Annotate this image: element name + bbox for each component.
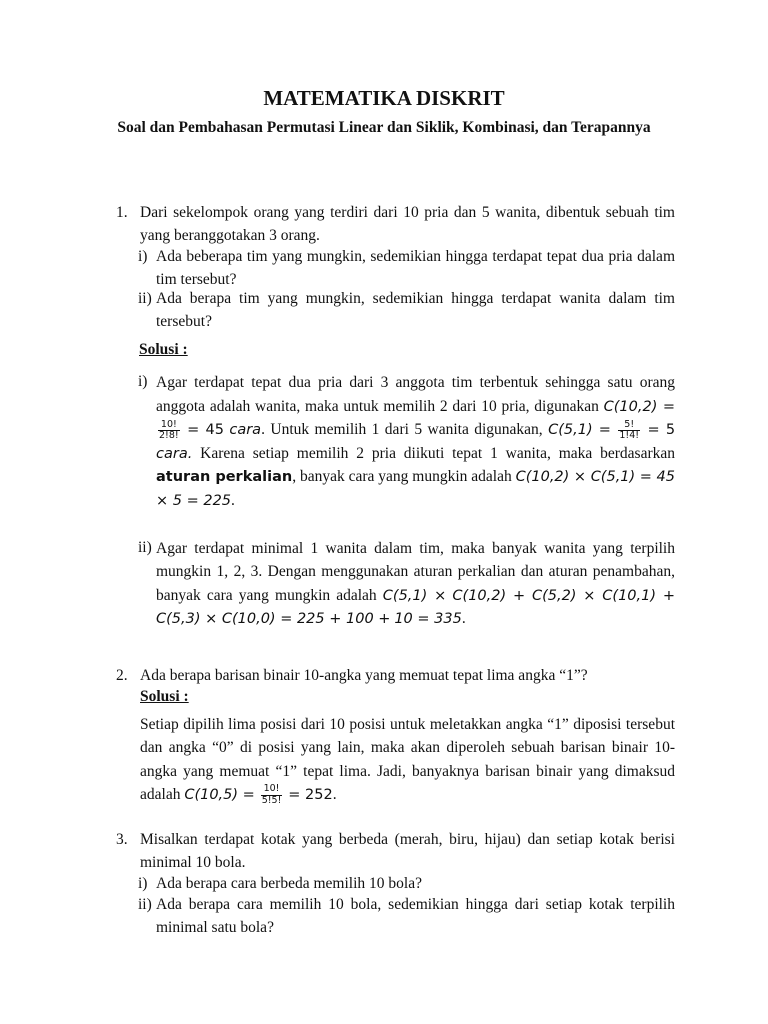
formula-c-5-1: C(5,1) = — [548, 422, 611, 439]
solution-1-ii-text: Agar terdapat minimal 1 wanita dalam tim, maka banyak wanita yang terpilih mungkin 1, 2, 3. Dengan menggunakan aturan perkalian dan aturan penambahan, banyak cara yang mungkin adalah C(5,1) × C(10,2) + C(5,2) × C(10,1) + C(5,3) × C(10,0) = 225 + 100 + 10 = 335. — [156, 540, 676, 628]
problem-3-sub-i-label: i) — [138, 875, 148, 892]
formula-result-252: = 252 — [288, 786, 333, 803]
solution-1-i-intro: Agar terdapat tepat dua pria dari 3 anggota tim terbentuk sehingga satu orang anggota adalah wanita, maka untuk memilih 2 dari 10 pria, digunakan — [156, 374, 675, 415]
formula-product-225: C(10,2) × C(5,1) = 45 × 5 = 225 — [156, 469, 676, 509]
document-title: MATEMATIKA DISKRIT — [263, 86, 505, 110]
problem-3-sub-ii-label: ii) — [138, 896, 152, 913]
problem-1-solution-label: Solusi : — [139, 341, 188, 358]
fraction-10-over-2-8: $\frac{10!}{2!8!}$ — [159, 418, 179, 442]
problem-1-sub-ii-text: Ada berapa tim yang mungkin, sedemikian hingga terdapat wanita dalam tim tersebut? — [156, 290, 675, 330]
formula-c-10-2: C(10,2) = — [603, 398, 676, 415]
solution-1-ii-intro: Agar terdapat minimal 1 wanita dalam tim, maka banyak wanita yang terpilih mungkin 1, 2, 3. Dengan menggunakan aturan perkalian dan aturan penambahan, banyak cara yang mungkin adalah — [156, 540, 675, 604]
problem-3-sub-ii-text: Ada berapa cara memilih 10 bola, sedemikian hingga dari setiap kotak terpilih minimal satu bola? — [156, 896, 675, 936]
problem-3-number: 3. — [116, 831, 128, 848]
problem-3-sub-i-text: Ada berapa cara berbeda memilih 10 bola? — [156, 875, 422, 892]
formula-unit-cara-2: cara. — [156, 445, 193, 462]
formula-sum-part-1: C(5,1) × — [382, 587, 447, 604]
problem-3-text: Misalkan terdapat kotak yang berbeda (merah, biru, hijau) dan setiap kotak berisi minimal 10 bola. — [140, 831, 675, 871]
solution-2-intro: Setiap dipilih lima posisi dari 10 posisi untuk meletakkan angka “1” diposisi tersebut dan angka “0” di posisi yang lain, maka akan diperoleh sebuah barisan binair 10-angka yang memuat “1” tepat lima. Jadi, banyaknya barisan binair yang dimaksud adalah — [140, 716, 675, 803]
formula-sum-result-335: 10 = 335 — [394, 611, 462, 628]
problem-1-text: Dari sekelompok orang yang terdiri dari 10 pria dan 5 wanita, dibentuk sebuah tim yang beranggotakan 3 orang. — [140, 204, 675, 244]
solution-1-i-conclusion: , banyak cara yang mungkin adalah — [292, 468, 512, 486]
formula-result-5: = 5 — [647, 422, 676, 439]
problem-2-number: 2. — [116, 667, 128, 684]
formula-c-10-5: C(10,5) = — [184, 786, 255, 803]
solution-1-i-reason: Karena setiap memilih 2 pria diikuti tepat 1 wanita, maka berdasarkan — [200, 444, 675, 462]
problem-1-sub-i-text: Ada beberapa tim yang mungkin, sedemikian hingga terdapat tepat dua pria dalam tim tersebut? — [156, 248, 675, 288]
problem-2-solution-label: Solusi : — [140, 688, 189, 705]
formula-result-45: = 45 — [187, 422, 224, 439]
fraction-5-over-1-4: $\frac{5!}{1!4!}$ — [619, 418, 640, 442]
problem-2-text: Ada berapa barisan binair 10-angka yang memuat tepat lima angka “1”? — [140, 667, 588, 684]
solution-1-i-label: i) — [138, 373, 148, 390]
problem-1-number: 1. — [116, 204, 128, 221]
document-subtitle: Soal dan Pembahasan Permutasi Linear dan Siklik, Kombinasi, dan Terapannya — [117, 119, 651, 136]
solution-1-i-middle: . Untuk memilih 1 dari 5 wanita digunakan, — [261, 421, 543, 439]
solution-2-text: Setiap dipilih lima posisi dari 10 posisi untuk meletakkan angka “1” diposisi tersebut dan angka “0” di posisi yang lain, maka akan diperoleh sebuah barisan binair 10-angka yang memuat “1” tepat lima. Jadi, banyaknya barisan binair yang dimaksud adalah C(10,5) = $\frac{10!}{5!5!}$ = 252. — [140, 716, 675, 806]
solution-1-i-text: Agar terdapat tepat dua pria dari 3 anggota tim terbentuk sehingga satu orang anggota adalah wanita, maka untuk memilih 2 dari 10 pria, digunakan C(10,2) = $\frac{10!}{2!8!}$ = 45 cara. Untuk memilih 1 dari 5 wanita digunakan, C(5,1) = $\frac{5!}{1!4!}$ = 5 cara. Karena setiap memilih 2 pria diikuti tepat 1 wanita, maka berdasarkan aturan perkalian, banyak cara yang mungkin adalah C(10,2) × C(5,1) = 45 × 5 = 225. — [156, 374, 676, 509]
formula-sum-part-2: C(10,2) + C(5,2) × C(10,1) + C(5,3) × C(10,0) = 225 + 100 + — [156, 587, 676, 628]
rule-aturan-perkalian: aturan perkalian — [156, 469, 293, 486]
problem-1-sub-i-label: i) — [138, 248, 148, 265]
solution-1-ii-label: ii) — [138, 539, 152, 556]
fraction-10-over-5-5: $\frac{10!}{5!5!}$ — [261, 783, 282, 806]
problem-1-sub-ii-label: ii) — [138, 290, 152, 307]
formula-unit-cara: cara — [229, 422, 262, 439]
